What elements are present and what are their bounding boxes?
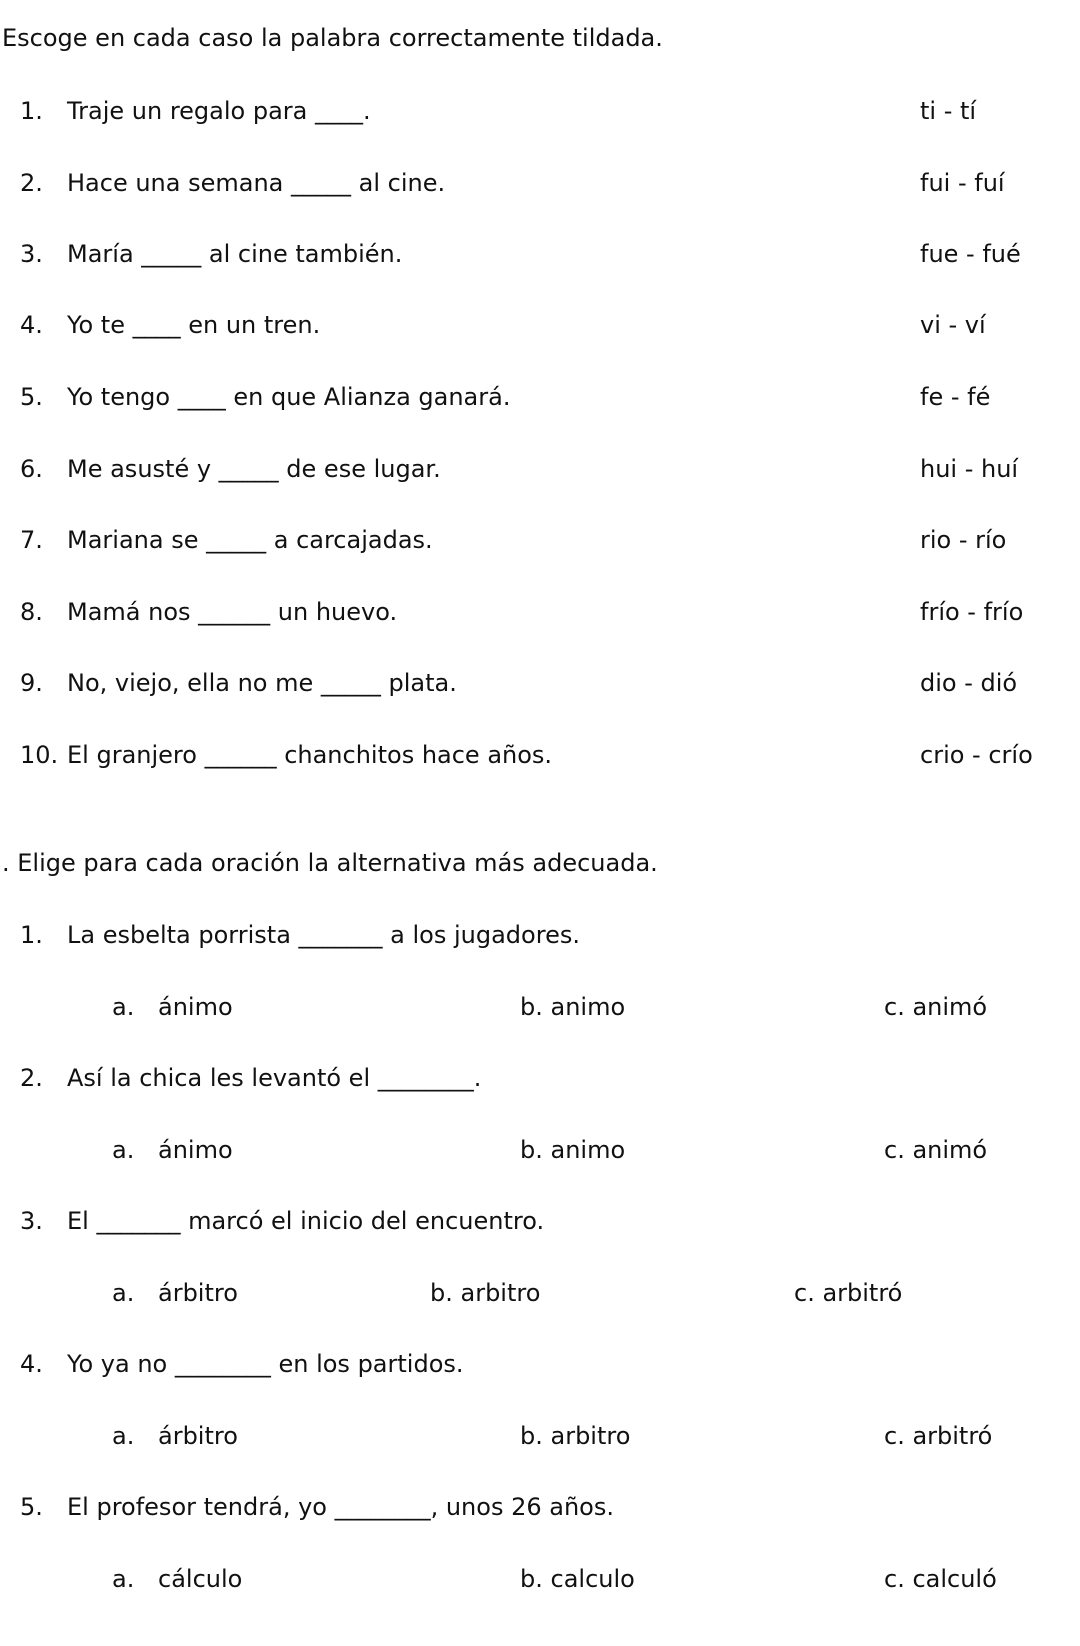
item-sentence: El profesor tendrá, yo ________, unos 26 años.: [67, 1493, 614, 1521]
option-c: c. animó: [884, 993, 988, 1021]
option-a-letter: a.: [112, 1136, 135, 1164]
item-sentence: Mamá nos ______ un huevo.: [67, 598, 398, 626]
option-a-letter: a.: [112, 993, 135, 1021]
item-number: 4.: [20, 1350, 43, 1378]
option-c: c. animó: [884, 1136, 988, 1164]
option-a: árbitro: [158, 1279, 238, 1307]
item-sentence: María _____ al cine también.: [67, 240, 403, 268]
item-sentence: Yo tengo ____ en que Alianza ganará.: [67, 383, 511, 411]
option-a-letter: a.: [112, 1279, 135, 1307]
item-choice: fe - fé: [920, 383, 991, 411]
option-a: cálculo: [158, 1565, 243, 1593]
item-choice: fue - fué: [920, 240, 1021, 268]
item-number: 5.: [20, 383, 43, 411]
item-number: 1.: [20, 921, 43, 949]
item-choice: hui - huí: [920, 455, 1019, 483]
item-sentence: Me asusté y _____ de ese lugar.: [67, 455, 441, 483]
option-a: árbitro: [158, 1422, 238, 1450]
item-choice: frío - frío: [920, 598, 1024, 626]
item-number: 3.: [20, 1207, 43, 1235]
option-c: c. arbitró: [794, 1279, 903, 1307]
item-choice: ti - tí: [920, 97, 977, 125]
option-b: b. calculo: [520, 1565, 635, 1593]
option-b: b. arbitro: [520, 1422, 631, 1450]
item-choice: vi - ví: [920, 311, 986, 339]
item-number: 8.: [20, 598, 43, 626]
option-a-letter: a.: [112, 1422, 135, 1450]
item-sentence: La esbelta porrista _______ a los jugadores.: [67, 921, 580, 949]
option-a: ánimo: [158, 1136, 233, 1164]
item-choice: crio - crío: [920, 741, 1033, 769]
item-sentence: Traje un regalo para ____.: [67, 97, 371, 125]
option-c: c. arbitró: [884, 1422, 993, 1450]
item-number: 1.: [20, 97, 43, 125]
item-number: 6.: [20, 455, 43, 483]
item-sentence: Así la chica les levantó el ________.: [67, 1064, 482, 1092]
section2-instruction: . Elige para cada oración la alternativa más adecuada.: [2, 849, 658, 877]
option-b: b. arbitro: [430, 1279, 541, 1307]
item-number: 3.: [20, 240, 43, 268]
item-sentence: El granjero ______ chanchitos hace años.: [67, 741, 553, 769]
item-number: 7.: [20, 526, 43, 554]
item-sentence: Yo ya no ________ en los partidos.: [67, 1350, 464, 1378]
item-number: 2.: [20, 169, 43, 197]
section1-instruction: Escoge en cada caso la palabra correctamente tildada.: [2, 24, 663, 52]
item-number: 4.: [20, 311, 43, 339]
item-number: 9.: [20, 669, 43, 697]
item-sentence: El _______ marcó el inicio del encuentro.: [67, 1207, 545, 1235]
item-sentence: Hace una semana _____ al cine.: [67, 169, 446, 197]
option-b: b. animo: [520, 993, 626, 1021]
item-sentence: No, viejo, ella no me _____ plata.: [67, 669, 457, 697]
item-number: 10.: [20, 741, 59, 769]
item-choice: dio - dió: [920, 669, 1018, 697]
item-choice: fui - fuí: [920, 169, 1005, 197]
item-number: 5.: [20, 1493, 43, 1521]
item-sentence: Yo te ____ en un tren.: [67, 311, 321, 339]
item-choice: rio - río: [920, 526, 1007, 554]
item-sentence: Mariana se _____ a carcajadas.: [67, 526, 433, 554]
option-c: c. calculó: [884, 1565, 997, 1593]
option-b: b. animo: [520, 1136, 626, 1164]
option-a-letter: a.: [112, 1565, 135, 1593]
option-a: ánimo: [158, 993, 233, 1021]
item-number: 2.: [20, 1064, 43, 1092]
